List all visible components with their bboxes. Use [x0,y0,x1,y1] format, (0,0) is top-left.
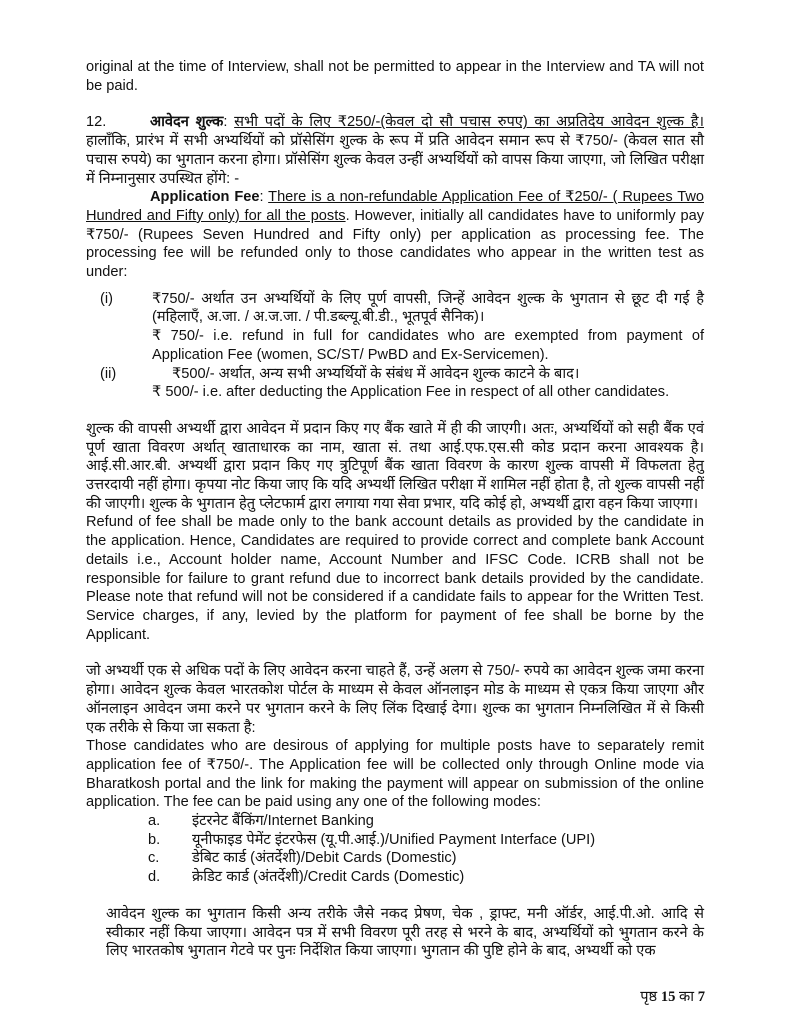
section-heading-english: Application Fee [150,189,260,206]
other-modes-hindi: आवेदन शुल्क का भुगतान किसी अन्य तरीके जैसे नकद प्रेषण, चेक , ड्राफ्ट, मनी ऑर्डर, आई.पी.ओ. आदि से स्वीकार नहीं किया जाएगा। आवेदन पत्र में सभी विवरण पूरी तरह से भरने के बाद, अभ्यर्थियों को भुगतान करने के लिए भारतकोष भुगतान गेटवे पर पुनः निर्देशित किया जाएगा। भुगतान की पुष्टि होने के बाद, अभ्यर्थी को एक [106,905,704,960]
mode-letter: b. [148,831,161,848]
refund-item [86,290,704,327]
refund-bank-english: Refund of fee shall be made only to the bank account details as provided by the candidate in the application. Hence, Candidates are required to provide correct and complete bank Account details i.e., Account holder name, Account Number and IFSC Code. ICRB shall not be responsible for failure to grant refund due to incorrect bank details provided by the candidate. Please note that refund will not be considered if a candidate fails to appear for the Written Test. Service charges, if any, levied by the platform for payment of fee shall be borne by the Applicant. [86,514,704,643]
mode-letter: a. [148,813,161,830]
item-english: ₹ 500/- i.e. after deducting the Application Fee in respect of all other candidates. [152,384,670,401]
item-marker: (i) [100,290,113,307]
refund-list [86,290,704,402]
payment-mode-item [148,849,704,868]
mode-letter: c. [148,850,160,867]
processing-fee-english: . However, initially all candidates have to uniformly pay ₹750/- (Rupees Seven Hundred and Fifty only) per application as processing fee. The processing fee will be refunded only to those candidates who appear in the written test as under: [86,207,704,281]
processing-fee-hindi: हालाँकि, प्रारंभ में सभी अभ्यर्थियों को प्रॉसेसिंग शुल्क के रूप में प्रति आवेदन समान रूप से ₹750/- (केवल सात सौ पचास रुपये) का भुगतान करना होगा। प्रॉसेसिंग शुल्क केवल उन्हीं अभ्यर्थियों को वापस किया जाएगा, जो लिखित परीक्षा में निम्नानुसार उपस्थित होंगे: - [86,133,704,187]
multiple-posts-english: Those candidates who are desirous of applying for multiple posts have to separately remit application fee of ₹750/-. The Application fee will be collected only through Online mode via Bharatkosh portal and the link for making the payment will appear on submission of the online application. The fee can be paid using any one of the following modes: [86,738,704,811]
section-number: 12. [86,114,107,131]
mode-label: यूनीफाइड पेमेंट इंटरफेस (यू.पी.आई.)/Unified Payment Interface (UPI) [192,831,596,848]
footer-total: 7 [697,989,705,1005]
mode-letter: d. [148,869,161,886]
footer-page: 15 [660,989,676,1005]
section-heading-hindi: आवेदन शुल्क [150,114,224,131]
heading-separator: : [259,189,269,206]
item-hindi: ₹750/- अर्थात उन अभ्यर्थियों के लिए पूर्ण वापसी, जिन्हें आवेदन शुल्क के भुगतान से छूट दी गई है (महिलाएँ, अ.जा. / अ.ज.जा. / पी.डब्ल्यू.बी.डी., भूतपूर्व सैनिक)। [152,290,704,326]
heading-separator: : [223,114,235,131]
fee-statement-english: There is a non-refundable Application Fee of ₹250/- ( Rupees Two Hundred and Fifty only) for all the posts [86,189,704,224]
item-hindi: ₹500/- अर्थात, अन्य सभी अभ्यर्थियों के संबंध में आवेदन शुल्क काटने के बाद। [172,365,580,382]
item-marker: (ii) [100,365,117,382]
mode-label: क्रेडिट कार्ड (अंतर्देशी)/Credit Cards (Domestic) [192,869,465,886]
payment-mode-item [148,868,704,887]
mode-label: डेबिट कार्ड (अंतर्देशी)/Debit Cards (Domestic) [192,850,457,867]
item-english: ₹ 750/- i.e. refund in full for candidates who are exempted from payment of Application Fee (women, SC/ST/ PwBD and Ex-Servicemen). [152,328,704,363]
refund-bank-hindi: शुल्क की वापसी अभ्यर्थी द्वारा आवेदन में प्रदान किए गए बैंक खाते में ही की जाएगी। अतः, अभ्यर्थियों को सही बैंक एवं पूर्ण खाता विवरण अर्थात् खाताधारक का नाम, खाता सं. तथा आई.एफ.एस.सी कोड प्रदान करना आवश्यक है। आई.सी.आर.बी. अभ्यर्थी द्वारा प्रदान किए गए त्रुटिपूर्ण बैंक खाता विवरण के कारण शुल्क वापसी में विफलता हेतु उत्तरदायी नहीं होगा। कृपया नोट किया जाए कि यदि अभ्यर्थी लिखित परीक्षा में शामिल नहीं होता है, तो शुल्क वापसी नहीं की जाएगी। शुल्क के भुगतान हेतु प्लेटफार्म द्वारा लगाया गया सेवा प्रभार, यदि कोई हो, अभ्यर्थी द्वारा वहन किया जाएगा। [86,420,704,512]
payment-modes-list [86,812,704,887]
multiple-posts-hindi: जो अभ्यर्थी एक से अधिक पदों के लिए आवेदन करना चाहते हैं, उन्हें अलग से 750/- रुपये का आवेदन शुल्क जमा करना होगा। आवेदन शुल्क केवल भारतकोश पोर्टल के माध्यम से केवल ऑनलाइन मोड के माध्यम से एकत्र किया जाएगा और ऑनलाइन आवेदन जमा करने पर भुगतान करने के लिए लिंक दिखाई देगा। शुल्क का भुगतान निम्नलिखित में से किसी एक तरीके से किया जा सकता है: [86,663,704,736]
refund-item [86,365,704,384]
section-12-hindi [86,113,704,188]
document-page [86,58,704,961]
section-12-english [86,188,704,282]
payment-mode-item [148,812,704,831]
intro-continuation: original at the time of Interview, shall not be permitted to appear in the Interview and TA will not be paid. [86,59,704,94]
fee-statement-hindi: सभी पदों के लिए ₹250/-(केवल दो सौ पचास रुपए) का अप्रतिदेय आवेदन शुल्क है। [234,114,704,131]
payment-mode-item [148,831,704,850]
footer-middle: का [675,989,698,1005]
mode-label: इंटरनेट बैंकिंग/Internet Banking [192,813,374,830]
footer-prefix: पृष्ठ [640,989,661,1005]
page-number-footer [640,986,705,1006]
